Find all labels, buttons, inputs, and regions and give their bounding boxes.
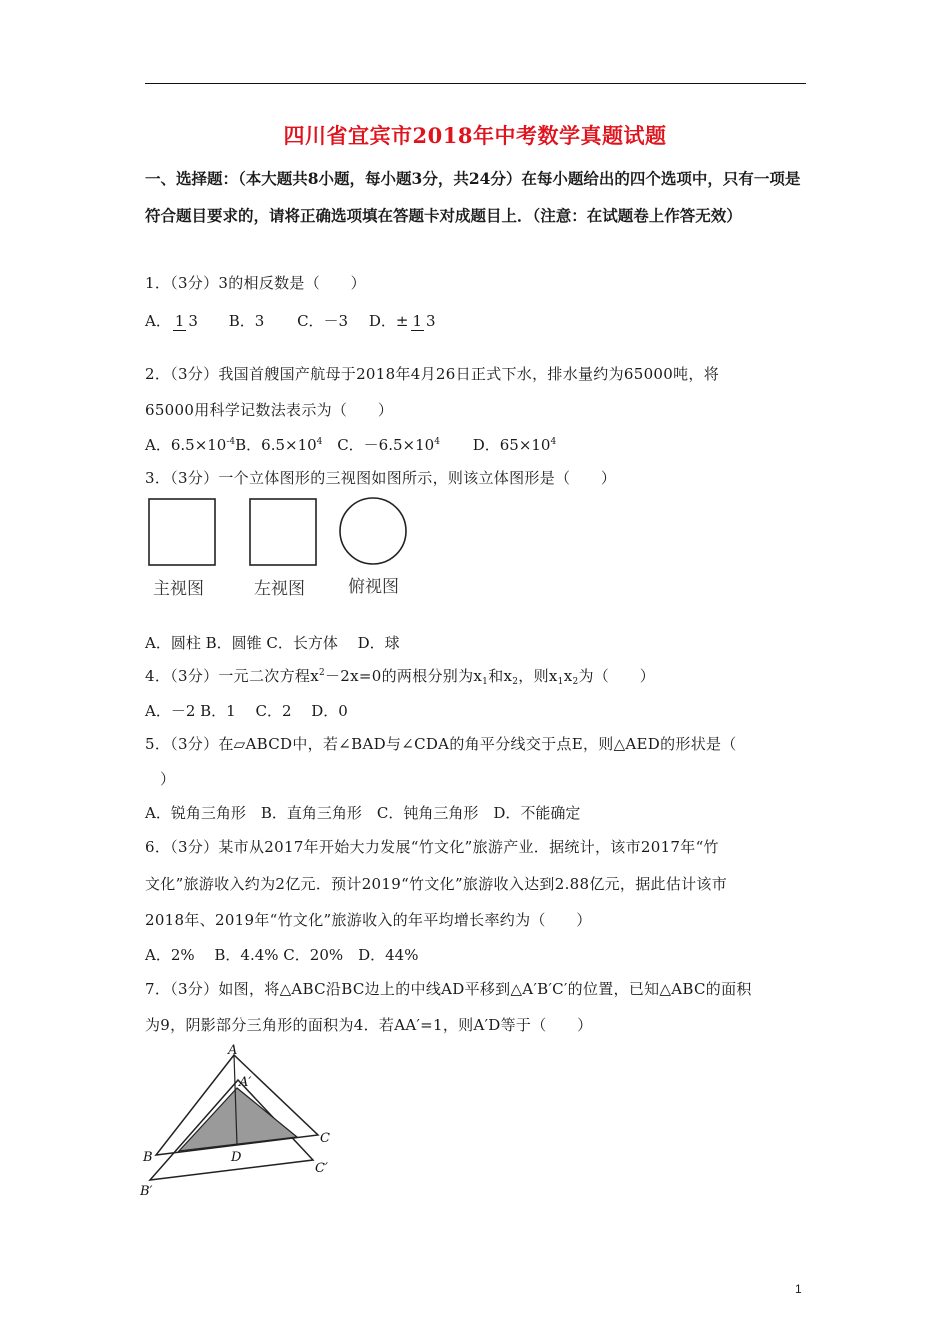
translation-triangle-figure	[135, 1040, 345, 1205]
label-b: B	[143, 1150, 153, 1165]
option-d: D．$65\times 10^4$	[472, 436, 557, 454]
label-a: A	[228, 1043, 238, 1058]
top-view-label: 俯视图	[348, 577, 399, 597]
option-a-label: A．	[145, 312, 171, 330]
option-c: C．$-6.5\times 10^4$	[337, 436, 440, 454]
front-view-square	[149, 499, 215, 565]
question-5-options: A．锐角三角形 B．直角三角形 C．钝角三角形 D．不能确定	[145, 804, 581, 822]
question-2-stem-line1: 2．（3分）我国首艘国产航母于2018年4月26日正式下水，排水量约为65000吨，将	[145, 365, 720, 383]
question-5-stem-line2: ）	[160, 770, 176, 788]
fraction-one-third: 1 3	[174, 312, 198, 330]
question-6-stem-line3: 2018年、2019年“竹文化”旅游收入的年平均增长率约为（ ）	[145, 911, 592, 929]
page-title: 四川省宜宾市2018年中考数学真题试题	[283, 123, 667, 148]
section-heading: 一、选择题：（本大题共8小题，每小题3分，共24分）在每小题给出的四个选项中，只有一项是符合题目要求的，请将正确选项填在答题卡对成题目上．（注意：在试题卷上作答无效）	[145, 169, 801, 225]
question-3-stem: 3．（3分）一个立体图形的三视图如图所示，则该立体图形是（ ）	[145, 469, 617, 487]
top-view-circle	[340, 498, 406, 564]
question-4-options: A．－2 B．1 C．2 D．0	[145, 702, 348, 720]
question-7-stem-line2: 为9，阴影部分三角形的面积为4．若AA′=1，则A′D等于（ ）	[145, 1016, 593, 1034]
question-5-stem-line1: 5．（3分）在▱ABCD中，若∠BAD与∠CDA的角平分线交于点E，则△AED的形状是（	[145, 735, 737, 753]
side-view-label: 左视图	[254, 579, 305, 599]
question-1-stem: 1．（3分）3的相反数是（ ）	[145, 274, 366, 292]
question-1-options	[145, 310, 440, 331]
question-2-stem-line2: 65000用科学记数法表示为（ ）	[145, 401, 394, 419]
question-3-options: A．圆柱 B．圆锥 C．长方体 D．球	[145, 634, 400, 652]
front-view-label: 主视图	[153, 579, 204, 599]
option-b: B．3	[228, 312, 265, 330]
label-c-prime: C′	[315, 1161, 328, 1176]
label-d: D	[231, 1150, 242, 1165]
option-d-label: D．±	[368, 312, 409, 330]
header-rule	[145, 83, 806, 84]
side-view-square	[250, 499, 316, 565]
label-b-prime: B′	[140, 1184, 153, 1199]
page-number: 1	[795, 1282, 802, 1296]
option-b: B．$6.5\times 10^4$	[235, 436, 323, 454]
three-views-figure	[140, 492, 420, 572]
label-a-prime: A′	[239, 1075, 252, 1090]
label-c: C	[320, 1131, 330, 1146]
question-4-stem: 4．（3分）一元二次方程$x^2-2x=0$的两根分别为$x_1$和$x_2$，则$x_1x_2$为（ ）	[145, 667, 656, 687]
option-a: A．$6.5\times 10^{-4}$	[145, 436, 236, 454]
question-6-stem-line1: 6．（3分）某市从2017年开始大力发展“竹文化”旅游产业．据统计，该市2017年“竹	[145, 838, 719, 856]
fraction-plus-minus-one-third: 1 3	[412, 312, 436, 330]
question-6-options: A．2% B．4.4% C．20% D．44%	[145, 946, 419, 964]
question-7-stem-line1: 7．（3分）如图，将△ABC沿BC边上的中线AD平移到△A′B′C′的位置，已知△ABC的面积	[145, 980, 752, 998]
question-2-options	[145, 434, 556, 455]
question-6-stem-line2: 文化”旅游收入约为2亿元．预计2019“竹文化”旅游收入达到2.88亿元，据此估计该市	[145, 875, 728, 893]
option-c: C．－3	[297, 312, 349, 330]
